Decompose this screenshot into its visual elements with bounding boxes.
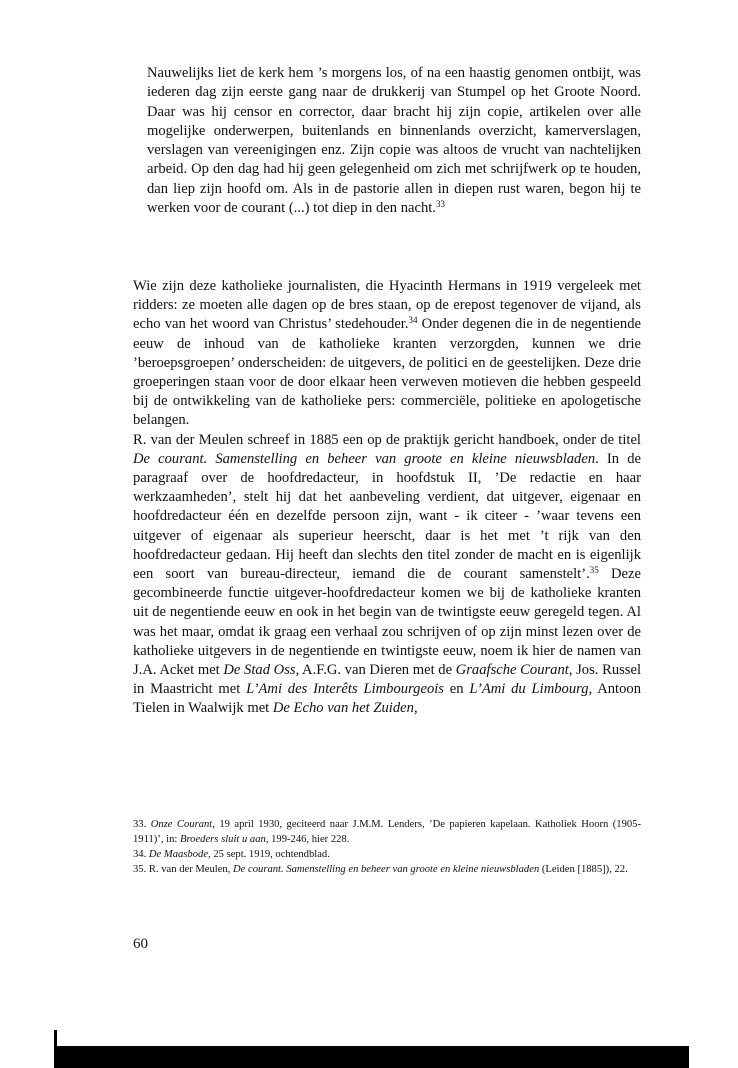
text-segment: 33. [133,819,151,830]
text-segment: (Leiden [1885]), 22. [539,864,628,875]
text-segment: Onze Courant [150,819,213,830]
footnote-34 [133,847,641,862]
text-segment: 34. [133,849,149,860]
text-segment: Onder degenen die in de negentiende eeuw de inhoud van de katholieke kranten verzorgden, kunnen we drie ’beroepsgroepen’ onderscheiden: de uitgevers, de politici en de geestelijken. Deze drie groeperingen staan voor de door elkaar heen verweven motieven die hebben gespeeld bij de ontwikkeling van de katholieke pers: commerciële, politieke en apologetische belangen. [133,316,641,429]
page-number: 60 [133,936,148,952]
text-segment: en [444,681,470,698]
text-segment: De Maasbode [148,849,209,860]
text-segment: , A.F.G. van Dieren met de [295,662,456,679]
text-segment: Graafsche Courant [455,662,569,679]
body-text [133,277,641,719]
paragraph-journalists [133,277,641,431]
footnote-35 [133,862,641,877]
paragraph-van-der-meulen [133,431,641,719]
text-segment: 35. R. van der Meulen, [133,864,234,875]
text-segment: , 25 sept. 1919, ochtendblad. [208,849,330,860]
text-segment: De courant. Samenstelling en beheer van groote en kleine nieuwsbladen [233,864,540,875]
text-segment: Broeders sluit u aan [179,834,266,845]
text-segment: , Antoon Tielen in Waalwijk met [133,681,642,717]
text-segment: De Stad Oss [223,662,296,679]
text-segment: Deze gecombineerde functie uitgever-hoofdredacteur komen we bij de katholieke kranten uit de negentiende eeuw en ook in het begin van de twintigste eeuw geregeld tegen. Al was het maar, omdat ik graag een verhaal zou schrijven of op zijn minst lezen over de katholieke uitgevers in de negentiende en twintigste eeuw, noem ik hier de namen van J.A. Acket met [133,566,641,679]
footnotes [133,817,641,877]
footnote-33 [133,817,641,847]
text-segment: L’Ami du Limbourg [469,681,589,698]
block-quote-text [147,64,641,218]
text-segment: , 199-246, hier 228. [265,834,350,845]
text-segment: L’Ami des Interêts Limbourgeois [246,681,444,698]
text-segment: 35 [589,565,599,576]
text-segment: De Echo van het Zuiden [272,700,414,717]
text-segment: R. van der Meulen schreef in 1885 een op de praktijk gericht handboek, onder de titel [133,431,641,448]
text-segment: 34 [408,315,418,326]
text-segment: , [413,700,418,717]
text-segment: 33 [435,199,445,210]
text-segment: Nauwelijks liet de kerk hem ’s morgens los, of na een haastig genomen ontbijt, was iederen dag zijn eerste gang naar de drukkerij van Stumpel op het Groote Noord. Daar was hij censor en corrector, daar bracht hij zijn copie, artikelen over alle mogelijke onderwerpen, buitenlands en binnenlands overzicht, kamerverslagen, verslagen van vereenigingen enz. Zijn copie was altoos de vrucht van nachtelijken arbeid. Op den dag had hij geen gelegenheid om zich met schrijfwerk op te houden, dan liep zijn hoofd om. Als in de pastorie allen in diepen rust waren, begon hij te werken voor de courant (...) tot diep in den nacht. [147,65,641,217]
block-quote [147,64,641,218]
text-segment: De courant. Samenstelling en beheer van groote en kleine nieuwsbladen [133,450,596,467]
text-segment: , 19 april 1930, geciteerd naar J.M.M. Lenders, ’De papieren kapelaan. Katholiek Hoorn (1905-1911)’, in: [133,819,642,845]
text-segment: . In de paragraaf over de hoofdredacteur, in hoofdstuk II, ’De redactie en haar werkzaamheden’, stelt hij dat het aanbeveling verdient, dat uitgever, eigenaar en hoofdredacteur één en dezelfde persoon zijn, want - ik citeer - ’waar tevens een uitgever of eigenaar als superieur heerscht, daar is het met ’t rijk van den hoofdredacteur gedaan. Hij heeft dan slechts den titel zonder de macht en is eigenlijk een soort van bureau-directeur, iemand die de courant samenstelt’. [133,450,641,583]
text-segment: Wie zijn deze katholieke journalisten, die Hyacinth Hermans in 1919 vergeleek met ridders: ze moeten alle dagen op de bres staan, op de erepost tegenover de vijand, als echo van het woord van Christus’ stedehouder. [133,278,641,333]
scan-bottom-border [56,1046,689,1068]
text-segment: , Jos. Russel in Maastricht met [133,662,642,698]
